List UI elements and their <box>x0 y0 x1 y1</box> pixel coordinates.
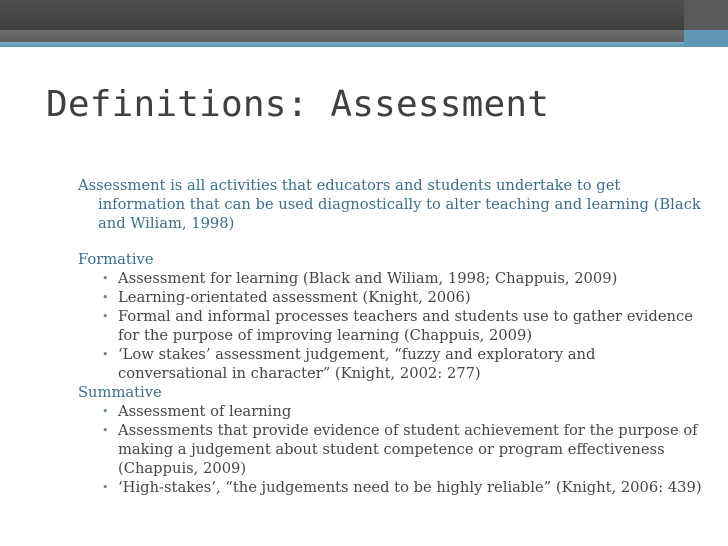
list-item <box>98 288 708 307</box>
list-item-text: Assessment for learning (Black and Wiliam, 1998; Chappuis, 2009) <box>118 270 618 287</box>
bullet-dot-icon: • <box>102 291 109 304</box>
bullet-dot-icon: • <box>102 272 109 285</box>
bullet-dot-icon: • <box>102 481 109 494</box>
list-item <box>98 307 708 345</box>
list-item-text: Formal and informal processes teachers and students use to gather evidence for the purpose of improving learning (Chappuis, 2009) <box>118 308 693 344</box>
formative-bullet-list <box>78 269 708 383</box>
bullet-dot-icon: • <box>102 310 109 323</box>
list-item-text: ‘High-stakes’, “the judgements need to be highly reliable” (Knight, 2006: 439) <box>118 479 702 496</box>
list-item <box>98 421 708 478</box>
list-item-text: Learning-orientated assessment (Knight, 2006) <box>118 289 471 306</box>
summative-bullet-list <box>78 402 708 497</box>
header-accent-line <box>0 42 728 47</box>
slide-title: Definitions: Assessment <box>46 84 550 125</box>
bullet-dot-icon: • <box>102 424 109 437</box>
bullet-dot-icon: • <box>102 348 109 361</box>
header-band-highlight <box>0 30 684 42</box>
list-item-text: ‘Low stakes’ assessment judgement, “fuzzy and exploratory and conversational in character” (Knight, 2002: 277) <box>118 346 596 382</box>
list-item <box>98 269 708 288</box>
section-heading-formative: Formative <box>78 251 154 268</box>
list-item <box>98 478 708 497</box>
header-accent-corner <box>684 30 728 47</box>
list-item <box>98 402 708 421</box>
bullet-dot-icon: • <box>102 405 109 418</box>
slide-body <box>78 176 708 497</box>
intro-paragraph: Assessment is all activities that educators and students undertake to get information that can be used diagnostically to alter teaching and learning (Black and Wiliam, 1998) <box>78 177 701 232</box>
list-item <box>98 345 708 383</box>
list-item-text: Assessment of learning <box>118 403 292 420</box>
list-item-text: Assessments that provide evidence of student achievement for the purpose of making a judgement about student competence or program effectiveness (Chappuis, 2009) <box>118 422 698 477</box>
header-band-dark <box>0 0 684 30</box>
section-heading-summative: Summative <box>78 384 162 401</box>
